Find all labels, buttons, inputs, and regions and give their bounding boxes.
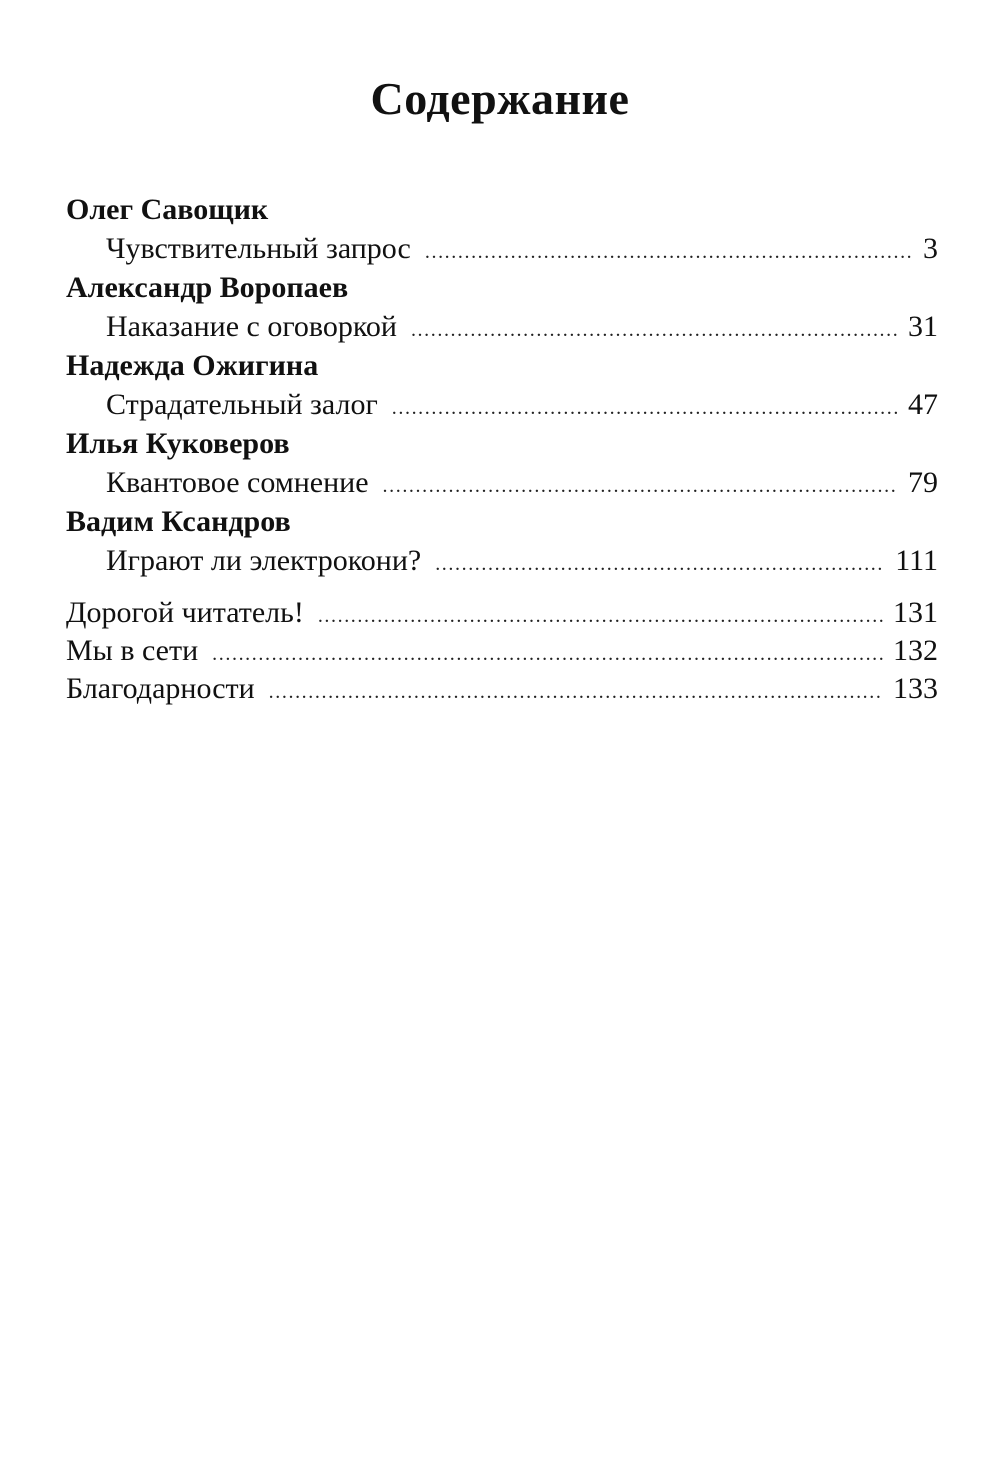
page-number: 79 [908,466,938,499]
toc-entry[interactable] [66,308,938,346]
toc-entry-extra[interactable] [66,632,938,670]
page-number: 132 [893,634,938,667]
page-number: 3 [923,232,938,265]
story-title: Страдательный залог [106,388,378,421]
author-name: Илья Куковеров [66,427,290,460]
toc-entry[interactable] [66,542,938,580]
toc-entry[interactable] [66,230,938,268]
page-number: 47 [908,388,938,421]
toc-entry-extra[interactable] [66,670,938,708]
page-number: 111 [895,544,938,577]
author-name: Александр Воропаев [66,271,349,304]
extra-title: Дорогой читатель! [66,596,304,629]
author-name: Олег Савощик [66,193,269,226]
dot-leader [435,545,885,583]
extra-title: Мы в сети [66,634,199,667]
dot-leader [392,389,898,427]
table-of-contents [66,190,938,708]
story-title: Чувствительный запрос [106,232,411,265]
story-title: Наказание с оговоркой [106,310,397,343]
dot-leader [383,467,898,505]
extra-title: Благодарности [66,672,255,705]
toc-entry[interactable] [66,386,938,424]
page-title: Содержание [370,73,630,124]
author-name: Вадим Ксандров [66,505,291,538]
dot-leader [425,233,913,271]
page-number: 131 [893,596,938,629]
story-title: Квантовое сомнение [106,466,369,499]
toc-entry[interactable] [66,464,938,502]
dot-leader [269,673,883,711]
author-name: Надежда Ожигина [66,349,319,382]
story-title: Играют ли электрокони? [106,544,422,577]
page-number: 133 [893,672,938,705]
toc-entry-extra[interactable] [66,594,938,632]
dot-leader [318,597,883,635]
page-number: 31 [908,310,938,343]
dot-leader [212,635,883,673]
dot-leader [411,311,898,349]
